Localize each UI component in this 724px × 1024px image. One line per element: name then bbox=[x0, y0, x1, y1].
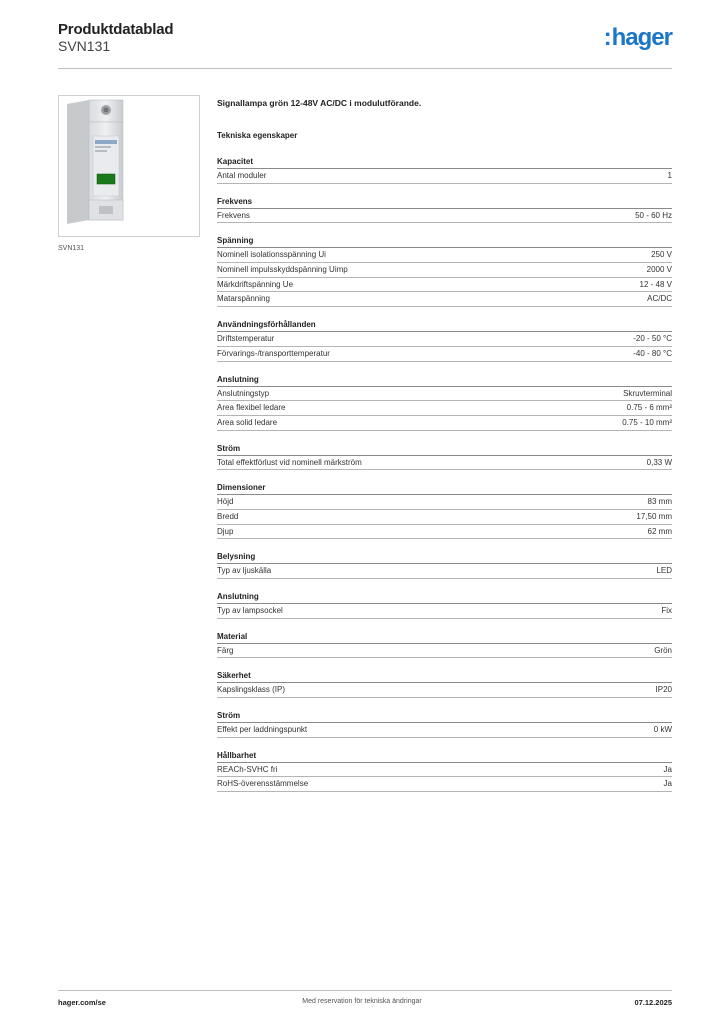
spec-label: Area flexibel ledare bbox=[217, 403, 286, 413]
spec-label: Anslutningstyp bbox=[217, 388, 270, 398]
spec-section bbox=[217, 443, 672, 471]
tech-heading: Tekniska egenskaper bbox=[217, 131, 298, 140]
spec-value: 1 bbox=[667, 171, 672, 180]
section-title: Frekvens bbox=[217, 196, 672, 209]
section-title: Användningsförhållanden bbox=[217, 319, 672, 332]
section-title: Hållbarhet bbox=[217, 750, 672, 763]
footer-divider bbox=[58, 990, 672, 991]
spec-value: AC/DC bbox=[647, 294, 672, 304]
spec-value: -40 - 80 °C bbox=[633, 348, 672, 358]
hager-logo bbox=[604, 26, 672, 50]
header-divider bbox=[58, 68, 672, 69]
spec-label: Märkdriftspänning Ue bbox=[217, 279, 294, 289]
spec-label: Nominell impulsskyddspänning Uimp bbox=[217, 265, 348, 275]
spec-label: Antal moduler bbox=[217, 171, 267, 180]
spec-row bbox=[217, 347, 672, 362]
section-title: Säkerhet bbox=[217, 670, 672, 683]
spec-value: LED bbox=[656, 566, 672, 576]
spec-label: Höjd bbox=[217, 497, 234, 507]
footer-date: 07.12.2025 bbox=[634, 998, 672, 1007]
spec-row bbox=[217, 387, 672, 402]
spec-value: Skruvterminal bbox=[623, 388, 672, 398]
spec-row bbox=[217, 332, 672, 347]
product-description: Signallampa grön 12-48V AC/DC i modulutförande. bbox=[217, 98, 422, 108]
image-caption: SVN131 bbox=[58, 245, 85, 252]
spec-label: Kapslingsklass (IP) bbox=[217, 685, 286, 695]
section-title: Anslutning bbox=[217, 374, 672, 387]
spec-row bbox=[217, 401, 672, 416]
spec-section bbox=[217, 482, 672, 539]
spec-content bbox=[217, 96, 672, 792]
footer-note: Med reservation för tekniska ändringar bbox=[302, 998, 422, 1005]
spec-value: 17,50 mm bbox=[636, 511, 672, 521]
spec-section bbox=[217, 196, 672, 224]
spec-value: -20 - 50 °C bbox=[633, 334, 672, 344]
spec-row bbox=[217, 495, 672, 510]
section-title: Ström bbox=[217, 443, 672, 456]
spec-row bbox=[217, 525, 672, 540]
spec-row bbox=[217, 248, 672, 263]
spec-label: Area solid ledare bbox=[217, 417, 278, 427]
spec-sections bbox=[217, 156, 672, 792]
spec-row bbox=[217, 292, 672, 307]
spec-value: Fix bbox=[661, 606, 672, 615]
spec-label: REACh-SVHC fri bbox=[217, 764, 278, 774]
spec-row bbox=[217, 510, 672, 525]
spec-section bbox=[217, 319, 672, 361]
spec-label: Typ av ljuskälla bbox=[217, 566, 272, 576]
spec-row bbox=[217, 209, 672, 224]
spec-row bbox=[217, 263, 672, 278]
spec-section bbox=[217, 591, 672, 619]
spec-row bbox=[217, 723, 672, 738]
product-image bbox=[59, 96, 199, 236]
spec-label: Driftstemperatur bbox=[217, 334, 275, 344]
spec-row bbox=[217, 683, 672, 698]
spec-value: 250 V bbox=[651, 250, 672, 260]
spec-section bbox=[217, 710, 672, 738]
spec-section bbox=[217, 156, 672, 184]
spec-value: 2000 V bbox=[646, 265, 672, 275]
section-title: Kapacitet bbox=[217, 156, 672, 169]
spec-row bbox=[217, 416, 672, 431]
spec-label: RoHS-överensstämmelse bbox=[217, 779, 309, 789]
spec-value: Grön bbox=[654, 645, 672, 655]
spec-row bbox=[217, 564, 672, 579]
spec-value: 0,33 W bbox=[646, 457, 672, 467]
spec-section bbox=[217, 235, 672, 307]
spec-section bbox=[217, 750, 672, 792]
section-title: Belysning bbox=[217, 551, 672, 564]
section-title: Material bbox=[217, 631, 672, 644]
section-title: Spänning bbox=[217, 235, 672, 248]
spec-section bbox=[217, 670, 672, 698]
spec-label: Djup bbox=[217, 526, 234, 536]
product-image-frame bbox=[58, 95, 200, 237]
spec-label: Förvarings-/transporttemperatur bbox=[217, 348, 330, 358]
spec-value: Ja bbox=[663, 779, 672, 789]
spec-value: 0 kW bbox=[653, 725, 672, 735]
spec-value: 50 - 60 Hz bbox=[635, 210, 672, 220]
logo-dots-icon: : bbox=[603, 24, 612, 51]
spec-value: 83 mm bbox=[647, 497, 672, 507]
spec-row bbox=[217, 456, 672, 471]
document-title: Produktdatablad bbox=[58, 21, 174, 38]
spec-row bbox=[217, 604, 672, 619]
spec-row bbox=[217, 644, 672, 659]
spec-section bbox=[217, 631, 672, 659]
spec-row bbox=[217, 763, 672, 778]
spec-section bbox=[217, 551, 672, 579]
spec-label: Bredd bbox=[217, 511, 239, 521]
spec-value: 12 - 48 V bbox=[639, 279, 672, 289]
spec-row bbox=[217, 278, 672, 293]
spec-section bbox=[217, 374, 672, 431]
spec-row bbox=[217, 777, 672, 792]
spec-label: Effekt per laddningspunkt bbox=[217, 725, 308, 735]
footer-website[interactable]: hager.com/se bbox=[58, 998, 106, 1007]
spec-value: 0.75 - 10 mm² bbox=[622, 417, 672, 427]
spec-label: Färg bbox=[217, 645, 234, 655]
section-title: Anslutning bbox=[217, 591, 672, 604]
spec-row bbox=[217, 169, 672, 184]
spec-value: 0.75 - 6 mm² bbox=[626, 403, 672, 413]
product-code: SVN131 bbox=[58, 38, 111, 54]
spec-label: Typ av lampsockel bbox=[217, 606, 283, 615]
spec-value: Ja bbox=[663, 764, 672, 774]
spec-value: IP20 bbox=[655, 685, 672, 695]
spec-label: Nominell isolationsspänning Ui bbox=[217, 250, 326, 260]
section-title: Ström bbox=[217, 710, 672, 723]
spec-label: Total effektförlust vid nominell märkström bbox=[217, 457, 362, 467]
spec-label: Frekvens bbox=[217, 210, 250, 220]
section-title: Dimensioner bbox=[217, 482, 672, 495]
spec-label: Matarspänning bbox=[217, 294, 270, 304]
spec-value: 62 mm bbox=[647, 526, 672, 536]
logo-text: hager bbox=[611, 24, 672, 51]
